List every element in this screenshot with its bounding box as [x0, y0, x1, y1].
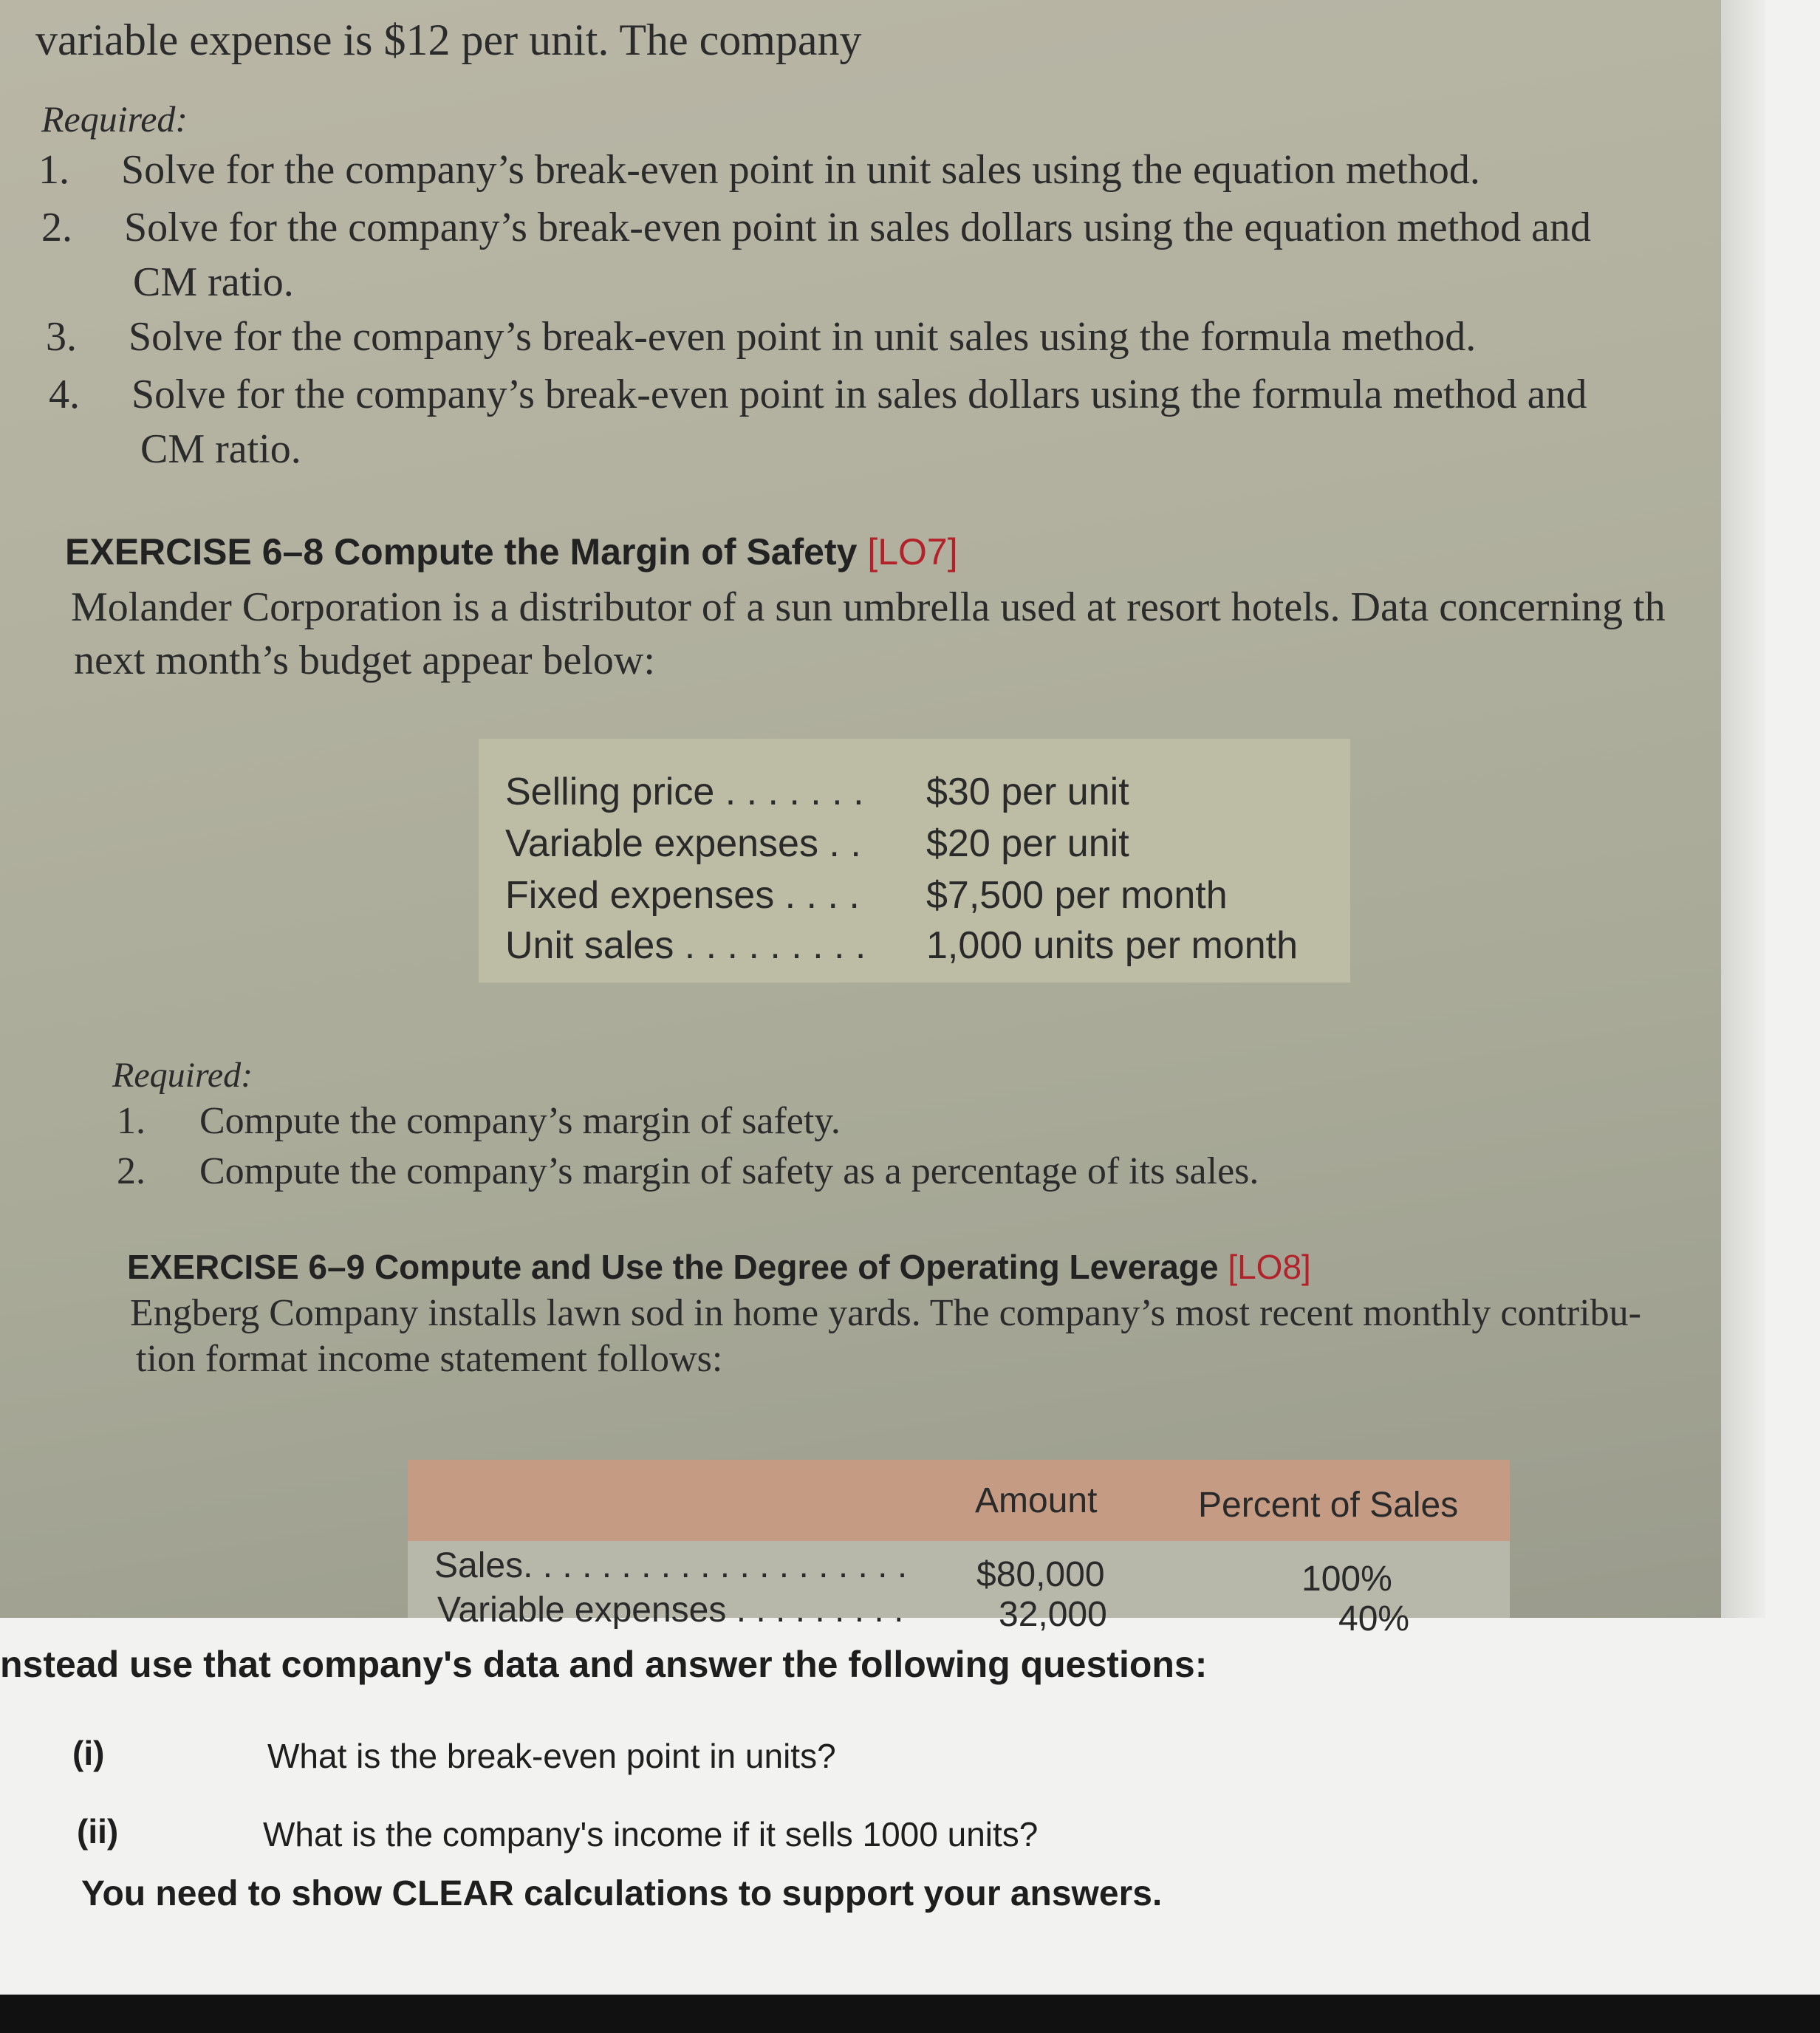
required-item-4-cont: CM ratio. — [140, 426, 301, 472]
budget-label: Fixed expenses . . . . — [505, 874, 860, 917]
row-label: Variable expenses . . . . . . . . . — [437, 1590, 904, 1630]
question-footer: You need to show CLEAR calculations to support your answers. — [81, 1874, 1163, 1913]
question-text: What is the break-even point in units? — [267, 1737, 836, 1775]
budget-value: $20 per unit — [926, 822, 1129, 865]
item-number: 2. — [41, 205, 72, 250]
exercise-6-8-required-label: Required: — [112, 1056, 253, 1095]
header-amount: Amount — [975, 1481, 1098, 1520]
row-percent: 40% — [1338, 1599, 1410, 1639]
budget-row — [505, 821, 1129, 866]
exercise-6-8-required-item-2 — [117, 1149, 1259, 1193]
budget-label: Unit sales . . . . . . . . . — [505, 924, 866, 967]
exercise-6-9-body-line2: tion format income statement follows: — [136, 1338, 723, 1380]
budget-value: 1,000 units per month — [926, 924, 1298, 967]
learning-objective-tag: [LO8] — [1228, 1248, 1311, 1286]
budget-row — [505, 873, 1228, 918]
budget-row — [505, 770, 1129, 814]
exercise-6-8-body-line2: next month’s budget appear below: — [74, 638, 655, 683]
exercise-6-9-title — [127, 1247, 1311, 1287]
required-item-3 — [46, 313, 1476, 361]
item-text: Solve for the company’s break-even point in unit sales using the equation method. — [121, 147, 1480, 193]
income-statement-table — [408, 1460, 1510, 1639]
budget-value: $7,500 per month — [926, 874, 1228, 917]
item-number: 1. — [117, 1100, 146, 1142]
item-number: 4. — [49, 372, 80, 417]
row-amount: $80,000 — [976, 1555, 1105, 1594]
row-amount: 32,000 — [999, 1595, 1107, 1634]
budget-label: Variable expenses . . — [505, 822, 861, 865]
learning-objective-tag: [LO7] — [867, 531, 958, 573]
question-panel — [0, 1618, 1820, 1995]
budget-data-box — [479, 739, 1350, 983]
budget-value: $30 per unit — [926, 771, 1129, 813]
exercise-title-text: EXERCISE 6–9 Compute and Use the Degree of Operating Leverage — [127, 1248, 1219, 1286]
item-text: Solve for the company’s break-even point in sales dollars using the formula method and — [131, 372, 1587, 417]
required-item-2-cont: CM ratio. — [133, 259, 294, 305]
question-label: (i) — [72, 1734, 105, 1772]
header-percent-of-sales: Percent of Sales — [1198, 1486, 1459, 1525]
row-percent: 100% — [1301, 1559, 1392, 1599]
item-text: Solve for the company’s break-even point in unit sales using the formula method. — [129, 314, 1477, 360]
item-text: Solve for the company’s break-even point in sales dollars using the equation method and — [124, 205, 1591, 250]
question-label: (ii) — [77, 1812, 119, 1851]
required-item-1 — [38, 146, 1480, 194]
item-number: 3. — [46, 314, 77, 360]
top-fragment-text: variable expense is $12 per unit. The company — [35, 16, 862, 64]
required-item-4 — [49, 371, 1587, 418]
row-label: Sales. . . . . . . . . . . . . . . . . . . . — [434, 1546, 908, 1585]
table-header-row — [408, 1460, 1510, 1541]
budget-label: Selling price . . . . . . . — [505, 771, 864, 813]
exercise-6-8-required-item-1 — [117, 1099, 841, 1143]
table-row — [408, 1541, 1510, 1599]
exercise-6-8-title — [65, 530, 958, 573]
item-text: Compute the company’s margin of safety as a percentage of its sales. — [199, 1150, 1259, 1192]
item-number: 2. — [117, 1150, 146, 1192]
budget-row — [505, 923, 1298, 968]
question-text: What is the company's income if it sells 1000 units? — [263, 1815, 1039, 1853]
required-item-2 — [41, 204, 1591, 251]
required-label: Required: — [41, 98, 188, 140]
question-intro: nstead use that company's data and answer the following questions: — [0, 1644, 1208, 1685]
exercise-6-8-body-line1: Molander Corporation is a distributor of a sun umbrella used at resort hotels. Data concerning th — [71, 584, 1666, 630]
item-number: 1. — [38, 147, 69, 193]
item-text: Compute the company’s margin of safety. — [199, 1100, 841, 1142]
monitor-bezel — [0, 1995, 1820, 2033]
photo-edge — [1721, 0, 1765, 1618]
exercise-title-text: EXERCISE 6–8 Compute the Margin of Safety — [65, 531, 858, 573]
exercise-6-9-body-line1: Engberg Company installs lawn sod in home yards. The company’s most recent monthly contribu- — [130, 1292, 1641, 1334]
